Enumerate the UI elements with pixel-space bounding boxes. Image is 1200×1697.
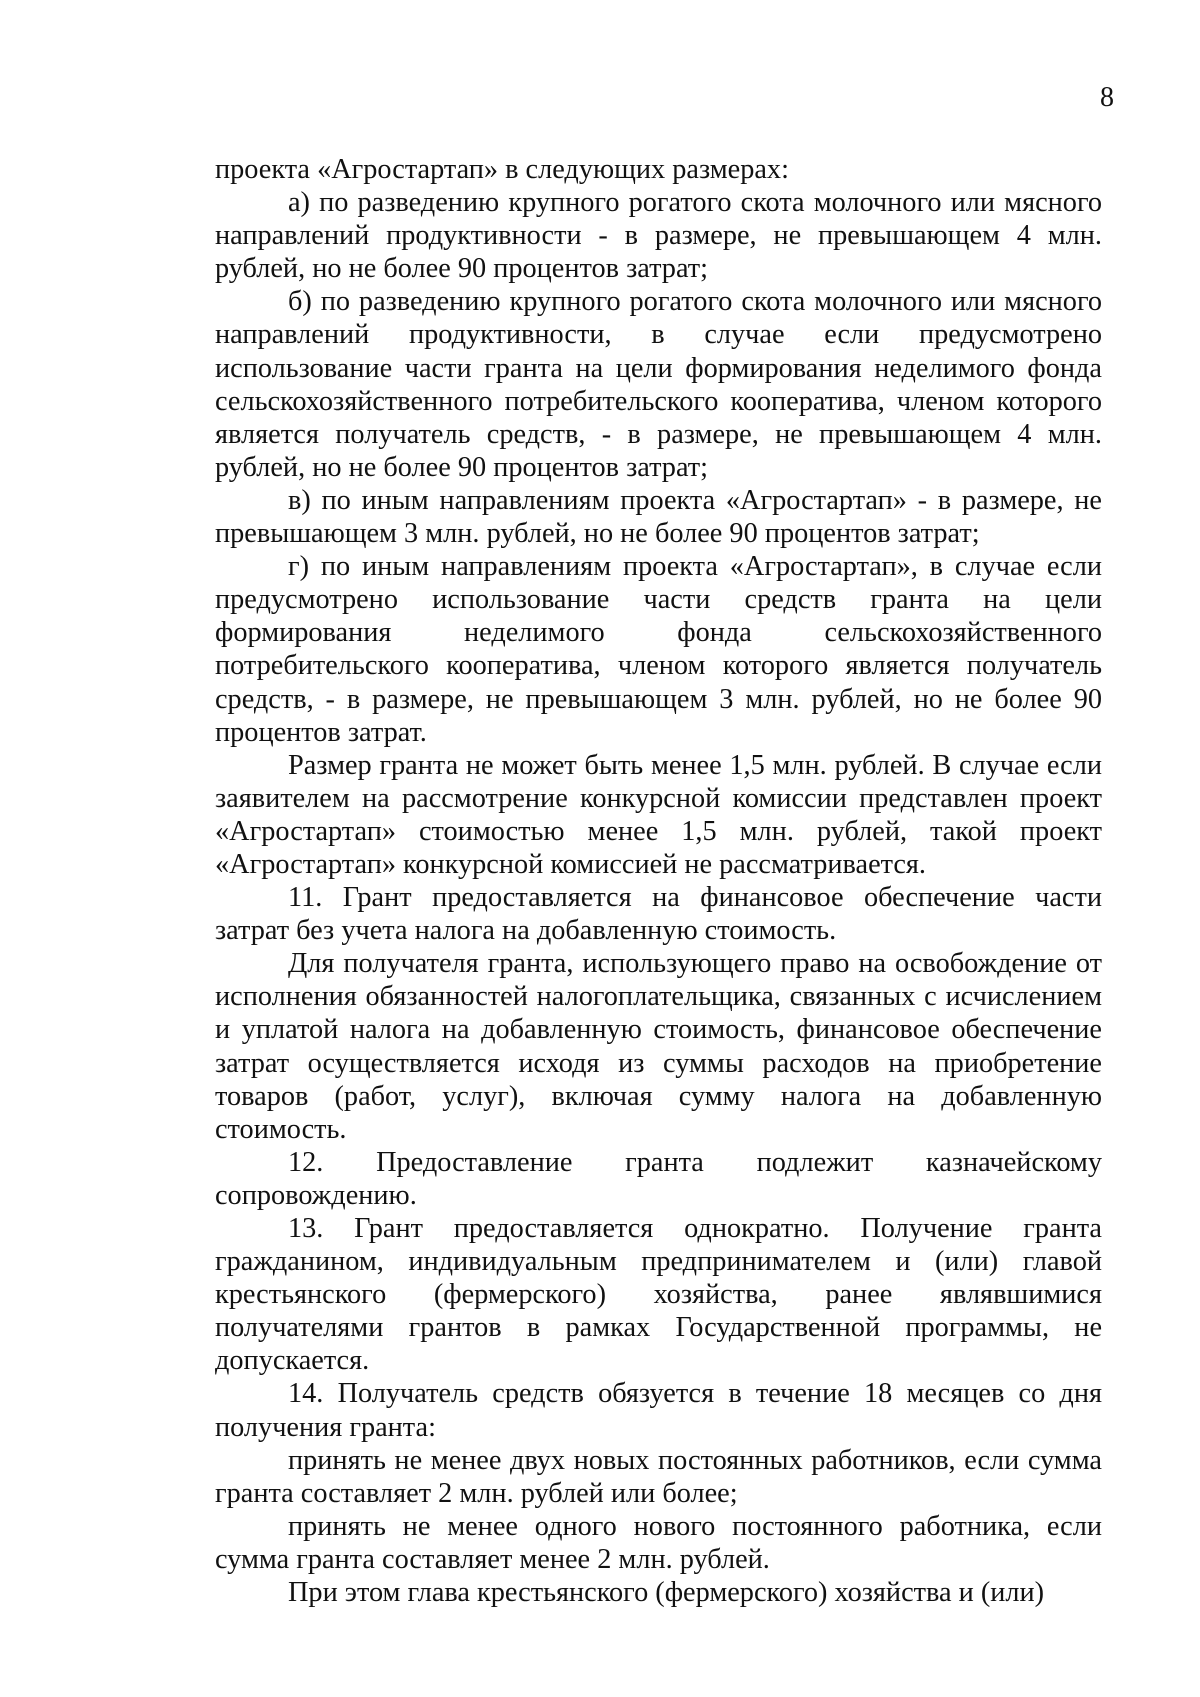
paragraph: Для получателя гранта, использующего право на освобождение от исполнения обязанностей налогоплательщика, связанных с исчислением и уплатой налога на добавленную стоимость, финансовое обеспечение затрат осуществляется исходя из суммы расходов на приобретение товаров (работ, услуг), включая сумму налога на добавленную стоимость. xyxy=(215,948,1102,1145)
paragraph: в) по иным направлениям проекта «Агростартап» - в размере, не превышающем 3 млн. рублей, но не более 90 процентов затрат; xyxy=(215,484,1102,550)
document-body xyxy=(215,153,1102,1609)
paragraph: Размер гранта не может быть менее 1,5 млн. рублей. В случае если заявителем на рассмотрение конкурсной комиссии представлен проект «Агростартап» стоимостью менее 1,5 млн. рублей, такой проект «Агростартап» конкурсной комиссией не рассматривается. xyxy=(215,749,1102,880)
paragraph: принять не менее одного нового постоянного работника, если сумма гранта составляет менее 2 млн. рублей. xyxy=(215,1510,1102,1575)
paragraph: г) по иным направлениям проекта «Агростартап», в случае если предусмотрено использование части средств гранта на цели формирования неделимого фонда сельскохозяйственного потребительского кооператива, членом которого является получатель средств, - в размере, не превышающем 3 млн. рублей, но не более 90 процентов затрат. xyxy=(215,551,1102,748)
paragraph: б) по разведению крупного рогатого скота молочного или мясного направлений продуктивности, в случае если предусмотрено использование части гранта на цели формирования неделимого фонда сельскохозяйственного потребительского кооператива, членом которого является получатель средств, - в размере, не превышающем 4 млн. рублей, но не более 90 процентов затрат; xyxy=(215,286,1102,483)
paragraph: 14. Получатель средств обязуется в течение 18 месяцев со дня получения гранта: xyxy=(215,1378,1102,1443)
paragraph: 12. Предоставление гранта подлежит казначейскому сопровождению. xyxy=(215,1146,1102,1211)
paragraph: проекта «Агростартап» в следующих размерах: xyxy=(215,154,789,185)
page-number: 8 xyxy=(1100,82,1114,113)
paragraph: При этом глава крестьянского (фермерского) хозяйства и (или) xyxy=(288,1577,1045,1609)
paragraph: 11. Грант предоставляется на финансовое обеспечение части затрат без учета налога на добавленную стоимость. xyxy=(215,882,1102,947)
paragraph: 13. Грант предоставляется однократно. Получение гранта гражданином, индивидуальным предпринимателем и (или) главой крестьянского (фермерского) хозяйства, ранее являвшимися получателями грантов в рамках Государственной программы, не допускается. xyxy=(215,1213,1102,1377)
paragraph: а) по разведению крупного рогатого скота молочного или мясного направлений продуктивности - в размере, не превышающем 4 млн. рублей, но не более 90 процентов затрат; xyxy=(215,187,1102,285)
paragraph: принять не менее двух новых постоянных работников, если сумма гранта составляет 2 млн. рублей или более; xyxy=(215,1444,1102,1509)
